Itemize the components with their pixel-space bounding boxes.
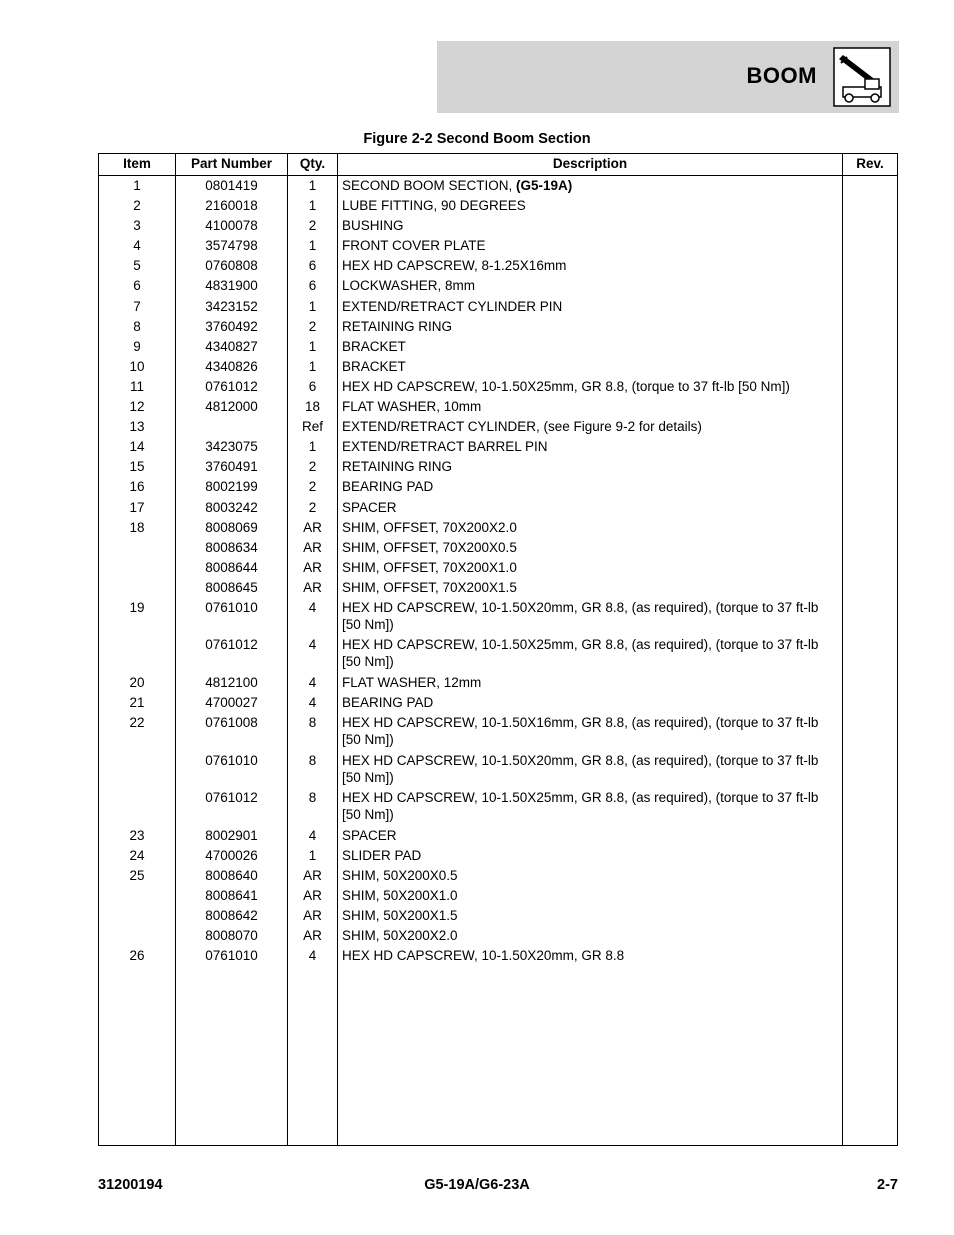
item-number: 22 xyxy=(129,715,145,731)
quantity: 4 xyxy=(308,637,317,653)
item-number: 6 xyxy=(133,278,141,294)
part-number: 8008645 xyxy=(205,579,258,595)
item-number: 9 xyxy=(133,338,141,354)
item-number: 4 xyxy=(133,238,141,254)
description xyxy=(342,789,842,823)
quantity: 2 xyxy=(308,459,317,475)
part-number: 8008640 xyxy=(205,867,258,883)
item-number: 19 xyxy=(129,599,145,615)
document-number: 31200194 xyxy=(98,1177,163,1193)
table-row xyxy=(99,693,897,713)
description-text: FLAT WASHER, 10mm xyxy=(342,399,482,415)
description-text: HEX HD CAPSCREW, 10-1.50X20mm, GR 8.8, (as required), (torque to 37 ft-lb xyxy=(342,752,819,768)
item-number: 25 xyxy=(129,867,145,883)
item-number: 5 xyxy=(133,258,141,274)
quantity: 1 xyxy=(308,439,317,455)
part-number: 8008644 xyxy=(205,559,258,575)
quantity: 2 xyxy=(308,218,317,234)
quantity: AR xyxy=(303,928,322,944)
description xyxy=(342,694,842,711)
item-number: 21 xyxy=(129,695,145,711)
part-number: 4700027 xyxy=(205,695,258,711)
description-continued: [50 Nm]) xyxy=(342,807,394,823)
description-text: BEARING PAD xyxy=(342,695,434,711)
item-number: 14 xyxy=(129,439,145,455)
table-row xyxy=(99,357,897,377)
description-text: RETAINING RING xyxy=(342,318,453,334)
item-number: 18 xyxy=(129,519,145,535)
part-number: 0761012 xyxy=(205,378,258,394)
description-text: EXTEND/RETRACT BARREL PIN xyxy=(342,439,548,455)
table-row xyxy=(99,751,897,789)
description-text: SHIM, 50X200X2.0 xyxy=(342,928,458,944)
column-header-qty: Qty. xyxy=(299,156,326,171)
table-row xyxy=(99,176,897,196)
description xyxy=(342,559,842,576)
quantity: AR xyxy=(303,559,322,575)
description xyxy=(342,599,842,633)
description-text: BRACKET xyxy=(342,358,406,374)
description xyxy=(342,539,842,556)
description-text: FRONT COVER PLATE xyxy=(342,238,486,254)
page-number: 2-7 xyxy=(877,1177,898,1193)
item-number: 7 xyxy=(133,298,141,314)
description-text: EXTEND/RETRACT CYLINDER, (see Figure 9-2 for details) xyxy=(342,419,702,435)
table-row xyxy=(99,558,897,578)
description xyxy=(342,636,842,670)
part-number: 8008070 xyxy=(205,928,258,944)
part-number: 0761012 xyxy=(205,637,258,653)
description-continued: [50 Nm]) xyxy=(342,769,394,785)
description-text: BRACKET xyxy=(342,338,406,354)
item-number: 17 xyxy=(129,499,145,515)
description-text: HEX HD CAPSCREW, 10-1.50X20mm, GR 8.8, (as required), (torque to 37 ft-lb xyxy=(342,599,819,615)
part-number: 0761010 xyxy=(205,599,258,615)
description xyxy=(342,714,842,748)
quantity: 1 xyxy=(308,178,317,193)
table-row xyxy=(99,906,897,926)
description-text: BUSHING xyxy=(342,218,404,234)
part-number: 0801419 xyxy=(205,178,258,193)
quantity: 8 xyxy=(308,715,317,731)
item-number: 3 xyxy=(133,218,141,234)
description xyxy=(342,478,842,495)
quantity: 4 xyxy=(308,674,317,690)
description-text: EXTEND/RETRACT CYLINDER PIN xyxy=(342,298,563,314)
column-header-description: Description xyxy=(552,156,628,171)
part-number: 8008642 xyxy=(205,908,258,924)
table-body xyxy=(99,176,897,966)
part-number: 8002199 xyxy=(205,479,258,495)
item-number: 10 xyxy=(129,358,145,374)
description xyxy=(342,318,842,335)
description-text: HEX HD CAPSCREW, 10-1.50X25mm, GR 8.8, (as required), (torque to 37 ft-lb xyxy=(342,637,819,653)
description-text: SLIDER PAD xyxy=(342,847,422,863)
table-row xyxy=(99,276,897,296)
item-number: 11 xyxy=(129,378,144,394)
part-number: 4340826 xyxy=(205,358,258,374)
quantity: AR xyxy=(303,887,322,903)
table-row xyxy=(99,635,897,673)
table-row xyxy=(99,673,897,693)
description-text: HEX HD CAPSCREW, 10-1.50X20mm, GR 8.8 xyxy=(342,948,625,964)
table-row xyxy=(99,826,897,846)
description-text: SHIM, 50X200X1.0 xyxy=(342,887,458,903)
description xyxy=(342,907,842,924)
quantity: 1 xyxy=(308,338,317,354)
description-text: LUBE FITTING, 90 DEGREES xyxy=(342,198,526,214)
table-row xyxy=(99,866,897,886)
description xyxy=(342,398,842,415)
description xyxy=(342,177,842,194)
table-row xyxy=(99,926,897,946)
part-number: 0761008 xyxy=(205,715,258,731)
table-row xyxy=(99,538,897,558)
part-number: 4100078 xyxy=(205,218,258,234)
description-text: SPACER xyxy=(342,499,397,515)
description xyxy=(342,378,842,395)
description xyxy=(342,257,842,274)
description xyxy=(342,197,842,214)
table-row xyxy=(99,578,897,598)
table-row xyxy=(99,297,897,317)
part-number: 0760808 xyxy=(205,258,258,274)
table-row xyxy=(99,886,897,906)
description xyxy=(342,847,842,864)
part-number: 8008634 xyxy=(205,539,258,555)
item-number: 23 xyxy=(129,827,145,843)
quantity: 18 xyxy=(304,399,321,415)
description xyxy=(342,887,842,904)
part-number: 8008641 xyxy=(205,887,258,903)
table-row xyxy=(99,457,897,477)
description-text: SHIM, OFFSET, 70X200X2.0 xyxy=(342,519,517,535)
description-text: FLAT WASHER, 12mm xyxy=(342,674,482,690)
quantity: 6 xyxy=(308,278,317,294)
quantity: AR xyxy=(303,908,322,924)
description-text: HEX HD CAPSCREW, 8-1.25X16mm xyxy=(342,258,567,274)
figure-title: Figure 2-2 Second Boom Section xyxy=(363,131,591,147)
part-number: 3760492 xyxy=(205,318,258,334)
part-number: 3574798 xyxy=(205,238,258,254)
section-header xyxy=(437,41,899,113)
description xyxy=(342,674,842,691)
section-title: BOOM xyxy=(746,63,817,88)
description xyxy=(342,827,842,844)
item-number: 12 xyxy=(129,399,145,415)
description-text: HEX HD CAPSCREW, 10-1.50X25mm, GR 8.8, (as required), (torque to 37 ft-lb xyxy=(342,790,819,806)
description xyxy=(342,338,842,355)
boom-lift-icon xyxy=(833,47,891,107)
table-row xyxy=(99,477,897,497)
item-number: 8 xyxy=(133,318,141,334)
description xyxy=(342,277,842,294)
model-number: G5-19A/G6-23A xyxy=(424,1177,530,1193)
description xyxy=(342,358,842,375)
column-header-part-number: Part Number xyxy=(190,156,273,171)
description-model: (G5-19A) xyxy=(516,178,573,193)
description xyxy=(342,418,842,435)
quantity: 2 xyxy=(308,479,317,495)
part-number: 0761010 xyxy=(205,948,258,964)
description-text: SECOND BOOM SECTION, xyxy=(342,178,517,193)
description xyxy=(342,752,842,786)
description-text: SHIM, OFFSET, 70X200X1.5 xyxy=(342,579,517,595)
part-number: 4812000 xyxy=(205,399,258,415)
table-row xyxy=(99,846,897,866)
part-number: 8002901 xyxy=(205,827,258,843)
quantity: Ref xyxy=(301,419,323,435)
part-number: 0761012 xyxy=(205,790,258,806)
description-continued: [50 Nm]) xyxy=(342,732,394,748)
table-row xyxy=(99,498,897,518)
table-row xyxy=(99,196,897,216)
table-row xyxy=(99,317,897,337)
quantity: 1 xyxy=(308,358,317,374)
description-continued: [50 Nm]) xyxy=(342,654,394,670)
parts-table xyxy=(98,153,898,1146)
part-number: 0761010 xyxy=(205,752,258,768)
description xyxy=(342,499,842,516)
table-row xyxy=(99,397,897,417)
part-number: 4340827 xyxy=(205,338,258,354)
quantity: 2 xyxy=(308,318,317,334)
quantity: 1 xyxy=(308,238,317,254)
table-row xyxy=(99,216,897,236)
quantity: 4 xyxy=(308,948,317,964)
quantity: AR xyxy=(303,519,322,535)
table-row xyxy=(99,377,897,397)
description xyxy=(342,438,842,455)
item-number: 2 xyxy=(133,198,141,214)
column-header-rev: Rev. xyxy=(856,156,884,171)
description-text: HEX HD CAPSCREW, 10-1.50X16mm, GR 8.8, (as required), (torque to 37 ft-lb xyxy=(342,715,819,731)
table-row xyxy=(99,437,897,457)
column-header-item: Item xyxy=(123,156,151,171)
description-text: SPACER xyxy=(342,827,397,843)
description-continued: [50 Nm]) xyxy=(342,616,394,632)
quantity: 6 xyxy=(308,258,317,274)
description-text: SHIM, OFFSET, 70X200X1.0 xyxy=(342,559,517,575)
item-number: 20 xyxy=(129,674,145,690)
table-row xyxy=(99,236,897,256)
quantity: 6 xyxy=(308,378,317,394)
description-text: SHIM, 50X200X1.5 xyxy=(342,908,458,924)
table-row xyxy=(99,946,897,966)
part-number: 4700026 xyxy=(205,847,258,863)
table-row xyxy=(99,713,897,751)
quantity: 8 xyxy=(308,752,317,768)
quantity: 2 xyxy=(308,499,317,515)
description xyxy=(342,217,842,234)
table-row xyxy=(99,256,897,276)
part-number: 2160018 xyxy=(205,198,258,214)
description-text: LOCKWASHER, 8mm xyxy=(342,278,476,294)
quantity: AR xyxy=(303,867,322,883)
item-number: 13 xyxy=(129,419,145,435)
quantity: 4 xyxy=(308,827,317,843)
part-number: 8003242 xyxy=(205,499,258,515)
table-row xyxy=(99,417,897,437)
table-row xyxy=(99,518,897,538)
quantity: 8 xyxy=(308,790,317,806)
description-text: SHIM, 50X200X0.5 xyxy=(342,867,458,883)
part-number: 8008069 xyxy=(205,519,258,535)
part-number: 4812100 xyxy=(205,674,258,690)
quantity: 1 xyxy=(308,198,317,214)
item-number: 15 xyxy=(129,459,145,475)
quantity: 1 xyxy=(308,298,317,314)
table-row xyxy=(99,337,897,357)
description-text: HEX HD CAPSCREW, 10-1.50X25mm, GR 8.8, (torque to 37 ft-lb [50 Nm]) xyxy=(342,378,790,394)
part-number: 3423152 xyxy=(205,298,258,314)
part-number: 3423075 xyxy=(205,439,258,455)
description xyxy=(342,579,842,596)
description xyxy=(342,237,842,254)
quantity: 1 xyxy=(308,847,317,863)
part-number: 4831900 xyxy=(205,278,258,294)
part-number: 3760491 xyxy=(205,459,258,475)
table-row xyxy=(99,788,897,826)
quantity: AR xyxy=(303,579,322,595)
description-text: SHIM, OFFSET, 70X200X0.5 xyxy=(342,539,517,555)
description xyxy=(342,519,842,536)
quantity: AR xyxy=(303,539,322,555)
quantity: 4 xyxy=(308,695,317,711)
description xyxy=(342,298,842,315)
item-number: 1 xyxy=(133,178,141,193)
description xyxy=(342,458,842,475)
description xyxy=(342,927,842,944)
table-row xyxy=(99,598,897,636)
description xyxy=(342,947,842,964)
item-number: 24 xyxy=(129,847,145,863)
item-number: 26 xyxy=(129,948,145,964)
description-text: RETAINING RING xyxy=(342,459,453,475)
description-text: BEARING PAD xyxy=(342,479,434,495)
quantity: 4 xyxy=(308,599,317,615)
item-number: 16 xyxy=(129,479,145,495)
description xyxy=(342,867,842,884)
